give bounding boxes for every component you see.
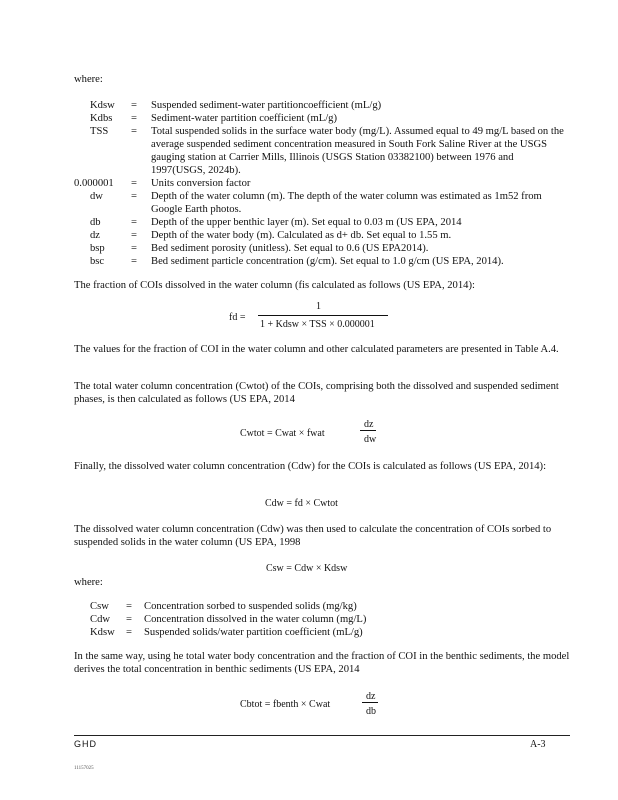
def-symbol: Kdsw <box>90 100 115 111</box>
def-equals: = <box>131 217 137 228</box>
def-equals: = <box>131 100 137 111</box>
fraction-bar <box>360 430 376 431</box>
def-symbol: TSS <box>90 126 109 137</box>
where-label: where: <box>74 577 103 588</box>
def-text: Concentration dissolved in the water column (mg/L) <box>144 614 367 625</box>
def-equals: = <box>131 191 137 202</box>
equation-numerator: 1 <box>316 301 321 312</box>
document-id: 11157025 <box>74 766 94 771</box>
def-symbol: db <box>90 217 101 228</box>
equation-cdw: Cdw = fd × Cwtot <box>265 498 338 509</box>
paragraph: In the same way, using he total water body concentration and the fraction of COI in the benthic sediments, the model derives the total concentration in benthic sediments (US EPA, 2014 <box>74 651 570 675</box>
paragraph: Finally, the dissolved water column concentration (Cdw) for the COIs is calculated as follows (US EPA, 2014): <box>74 461 547 472</box>
def-equals: = <box>131 113 137 124</box>
def-text: Depth of the water body (m). Calculated as d+ db. Set equal to 1.55 m. <box>151 230 452 241</box>
paragraph: The values for the fraction of COI in the water column and other calculated parameters are presented in Table A.4. <box>74 344 559 355</box>
paragraph: The dissolved water column concentration (Cdw) was then used to calculate the concentration of COIs sorbed to suspended solids in the water column (US EPA, 1998 <box>74 524 552 548</box>
equation-lhs: Cwtot = Cwat × fwat <box>240 428 325 439</box>
equation-denominator: dw <box>364 434 377 445</box>
paragraph: The total water column concentration (Cwtot) of the COIs, comprising both the dissolved and suspended sediment phases, is then calculated as follows (US EPA, 2014 <box>74 381 559 405</box>
def-symbol: Kdsw <box>90 627 115 638</box>
def-text: Bed sediment porosity (unitless). Set equal to 0.6 (US EPA2014). <box>151 243 429 254</box>
def-equals: = <box>126 627 132 638</box>
def-equals: = <box>126 614 132 625</box>
def-symbol: bsp <box>90 243 105 254</box>
equation-denominator: db <box>366 706 376 717</box>
def-symbol: dz <box>90 230 100 241</box>
def-equals: = <box>131 126 137 137</box>
def-text: Total suspended solids in the surface water body (mg/L). Assumed equal to 49 mg/L based on the average suspended sediment concentration measured in South Fork Saline River at the USGS gauging station at Carrier Mills, Illinois (USGS Station 03382100) between 1976 and 1997(USGS, 2024b). <box>151 126 564 176</box>
equation-lhs: Cbtot = fbenth × Cwat <box>240 699 331 710</box>
def-symbol: Kdbs <box>90 113 113 124</box>
def-text: Suspended sediment-water partitioncoefficient (mL/g) <box>151 100 382 111</box>
def-text: Bed sediment particle concentration (g/cm). Set equal to 1.0 g/cm (US EPA, 2014). <box>151 256 504 267</box>
brand-logo: GHD <box>74 739 97 749</box>
page-number: A-3 <box>530 739 546 750</box>
equation-denominator: 1 + Kdsw × TSS × 0.000001 <box>260 319 375 330</box>
def-text: Depth of the upper benthic layer (m). Set equal to 0.03 m (US EPA, 2014 <box>151 217 462 228</box>
def-symbol: Cdw <box>90 614 111 625</box>
def-equals: = <box>126 601 132 612</box>
equation-numerator: dz <box>366 691 376 702</box>
def-symbol: 0.000001 <box>74 178 114 189</box>
def-symbol: Csw <box>90 601 109 612</box>
fraction-bar <box>362 702 378 703</box>
footer-rule <box>74 735 570 736</box>
def-text: Suspended solids/water partition coefficient (mL/g) <box>144 627 363 638</box>
def-equals: = <box>131 243 137 254</box>
def-symbol: bsc <box>90 256 105 267</box>
def-equals: = <box>131 178 137 189</box>
paragraph: The fraction of COIs dissolved in the water column (fis calculated as follows (US EPA, 2014): <box>74 280 475 291</box>
equation-lhs: fd = <box>229 312 246 323</box>
def-text: Concentration sorbed to suspended solids (mg/kg) <box>144 601 357 612</box>
def-symbol: dw <box>90 191 103 202</box>
where-label: where: <box>74 74 103 85</box>
def-text: Units conversion factor <box>151 178 251 189</box>
def-text: Depth of the water column (m). The depth of the water column was estimated as 1m52 from Google Earth photos. <box>151 191 542 215</box>
def-equals: = <box>131 230 137 241</box>
equation-numerator: dz <box>364 419 374 430</box>
def-text: Sediment-water partition coefficient (mL/g) <box>151 113 338 124</box>
equation-csw: Csw = Cdw × Kdsw <box>266 563 348 574</box>
fraction-bar <box>258 315 388 316</box>
def-equals: = <box>131 256 137 267</box>
